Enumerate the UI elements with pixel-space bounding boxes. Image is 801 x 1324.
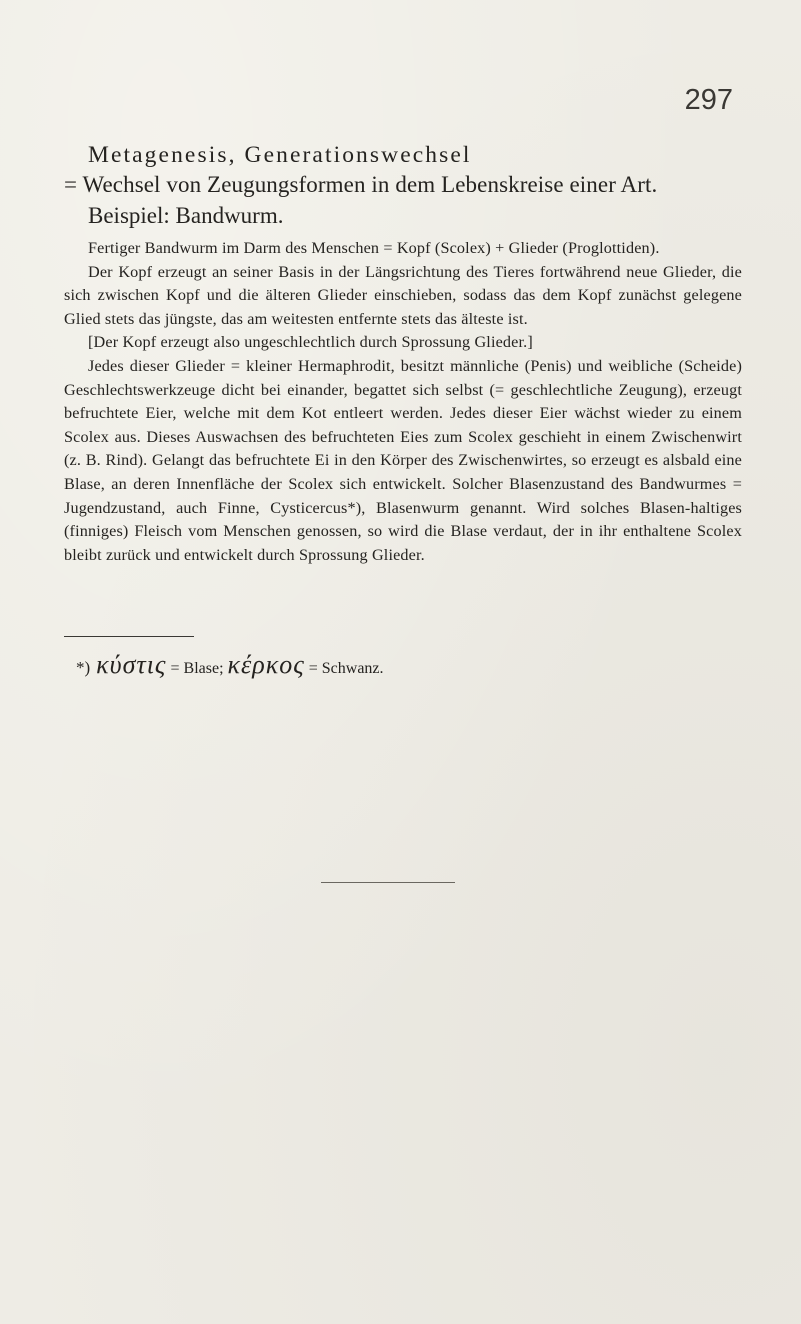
paragraph-4: Jedes dieser Glieder = kleiner Hermaphrodit, besitzt männliche (Penis) und weibliche (Scheide) Geschlechtswerkzeuge dicht bei einander, begattet sich selbst (= geschlechtliche Zeugung), erzeugt befruchtete Eier, welche mit dem Kot entleert werden. Jedes dieser Eier wächst wieder zu einem Scolex aus. Dieses Auswachsen des befruchteten Eies zum Scolex geschieht in einem Zwischenwirt (z. B. Rind). Gelangt das befruchtete Ei in den Körper des Zwischenwirtes, so erzeugt es alsbald eine Blase, an deren Innenfläche der Scolex sich entwickelt. Solcher Blasenzustand des Bandwurmes = Jugendzustand, auch Finne, Cysticercus*), Blasenwurm genannt. Wird solches Blasen-haltiges (finniges) Fleisch vom Menschen genossen, so wird die Blase verdaut, der in ihr enthaltene Scolex bleibt zurück und entwickelt durch Sprossung Glieder. [64, 356, 742, 564]
footnote-term-kystis: κύστις [96, 650, 167, 679]
end-divider [321, 882, 455, 883]
section-definition: = Wechsel von Zeugungsformen in dem Lebenskreise einer Art. [64, 172, 658, 197]
footnote-definition-schwanz: = Schwanz. [308, 660, 384, 677]
footnote-mark: *) [76, 658, 91, 677]
section-example: Beispiel: Bandwurm. [88, 203, 284, 228]
paragraph-2: Der Kopf erzeugt an seiner Basis in der Längsrichtung des Tieres fortwährend neue Glieder, die sich zwischen Kopf und die älteren Glieder einschieben, sodass das dem Kopf zunächst gelegene Glied stets das jüngste, das am weitesten entfernte stets das älteste ist. [64, 262, 742, 328]
footnote-definition-blase: = Blase; [170, 660, 224, 677]
main-text [64, 140, 742, 567]
page-number: 297 [684, 84, 733, 116]
paragraph-3: [Der Kopf erzeugt also ungeschlechtlich durch Sprossung Glieder.] [88, 333, 533, 352]
footnote [76, 650, 384, 680]
footnote-divider [64, 636, 194, 637]
section-title: Metagenesis, Generationswechsel [88, 142, 472, 168]
paragraph-1: Fertiger Bandwurm im Darm des Menschen = Kopf (Scolex) + Glieder (Proglottiden). [88, 239, 660, 257]
footnote-term-kerkos: κέρκος [227, 650, 305, 679]
